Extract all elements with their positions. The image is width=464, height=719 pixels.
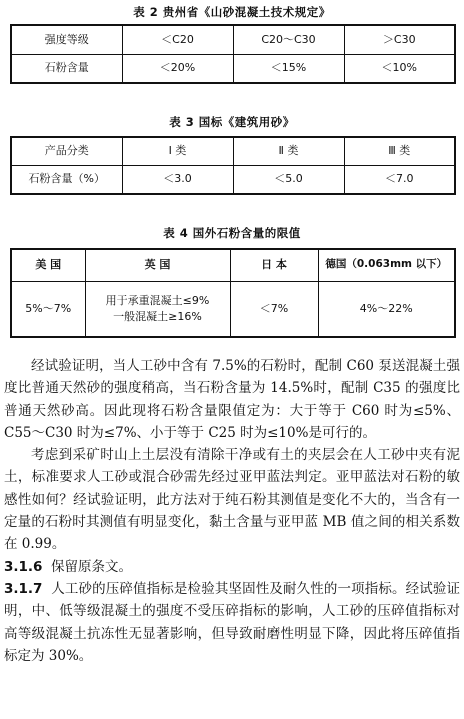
table2 (10, 24, 456, 84)
table2-cell: 强度等级 (11, 25, 122, 54)
table4-header-row (11, 249, 455, 281)
table2-row (11, 25, 455, 54)
table2-cell: ＜10% (344, 54, 455, 83)
table4-cell-uk-line: 一般混凝土≥16% (113, 309, 202, 323)
table4-header-cell: 美 国 (11, 249, 85, 281)
table3-cell: Ⅰ 类 (122, 137, 233, 165)
table4-caption: 表 4 国外石粉含量的限值 (163, 226, 301, 240)
table4-header-cell: 英 国 (85, 249, 230, 281)
table3-cell: Ⅱ 类 (233, 137, 344, 165)
table2-row (11, 54, 455, 83)
section-number: 3.1.7 (4, 580, 43, 597)
table3-cell: ＜7.0 (344, 165, 455, 194)
section-3-1-6 (4, 556, 460, 578)
table2-cell: 石粉含量 (11, 54, 122, 83)
table2-cell: ＜20% (122, 54, 233, 83)
table3-cell: 石粉含量（%） (11, 165, 122, 194)
table2-cell: C20～C30 (233, 25, 344, 54)
table4-cell-uk-line: 用于承重混凝土≤9% (105, 293, 210, 307)
section-text: 保留原条文。 (51, 558, 133, 575)
table4 (10, 248, 456, 338)
table3 (10, 136, 456, 195)
table2-cell: ＞C30 (344, 25, 455, 54)
table2-cell: ＜15% (233, 54, 344, 83)
table3-caption: 表 3 国标《建筑用砂》 (169, 115, 295, 129)
table4-row (11, 281, 455, 337)
section-number: 3.1.6 (4, 558, 43, 575)
body-text (4, 355, 460, 667)
table4-cell-uk (85, 281, 230, 337)
table4-cell-de: 4%～22% (318, 281, 455, 337)
table4-cell-jp: ＜7% (230, 281, 318, 337)
table3-row (11, 165, 455, 194)
table2-cell: ＜C20 (122, 25, 233, 54)
paragraph: 经试验证明，当人工砂中含有 7.5%的石粉时，配制 C60 泵送混凝土强度比普通天然砂的强度稍高，当石粉含量为 14.5%时，配制 C35 的强度比普通天然砂高。因此现将石粉含量限值定为：大于等于 C60 时为≤5%、C55～C30 时为≤7%、小于等于 C25 时为≤10%是可行的。 (4, 358, 460, 441)
section-text: 人工砂的压碎值指标是检验其坚固性及耐久性的一项指标。经试验证明，中、低等级混凝土的强度不受压碎指标的影响，人工砂的压碎值指标对高等级混凝土抗冻性无显著影响，但导致耐磨性明显下降，因此将压碎值指标定为 30%。 (4, 580, 460, 664)
table3-cell: Ⅲ 类 (344, 137, 455, 165)
section-3-1-7 (4, 578, 460, 667)
table4-cell-us: 5%～7% (11, 281, 85, 337)
table3-cell: ＜3.0 (122, 165, 233, 194)
table4-header-cell: 日 本 (230, 249, 318, 281)
table3-cell: ＜5.0 (233, 165, 344, 194)
paragraph: 考虑到采矿时山上土层没有清除干净或有土的夹层会在人工砂中夹有泥土，标准要求人工砂或混合砂需先经过亚甲蓝法判定。亚甲蓝法对石粉的敏感性如何？经试验证明，此方法对于纯石粉其测值是变化不大的，当含有一定量的石粉时其测值有明显变化，黏土含量与亚甲蓝 MB 值之间的相关系数在 0.99。 (4, 447, 460, 553)
table3-row (11, 137, 455, 165)
table3-cell: 产品分类 (11, 137, 122, 165)
table2-caption: 表 2 贵州省《山砂混凝土技术规定》 (133, 5, 331, 19)
table4-header-cell: 德国（0.063mm 以下） (318, 249, 455, 281)
